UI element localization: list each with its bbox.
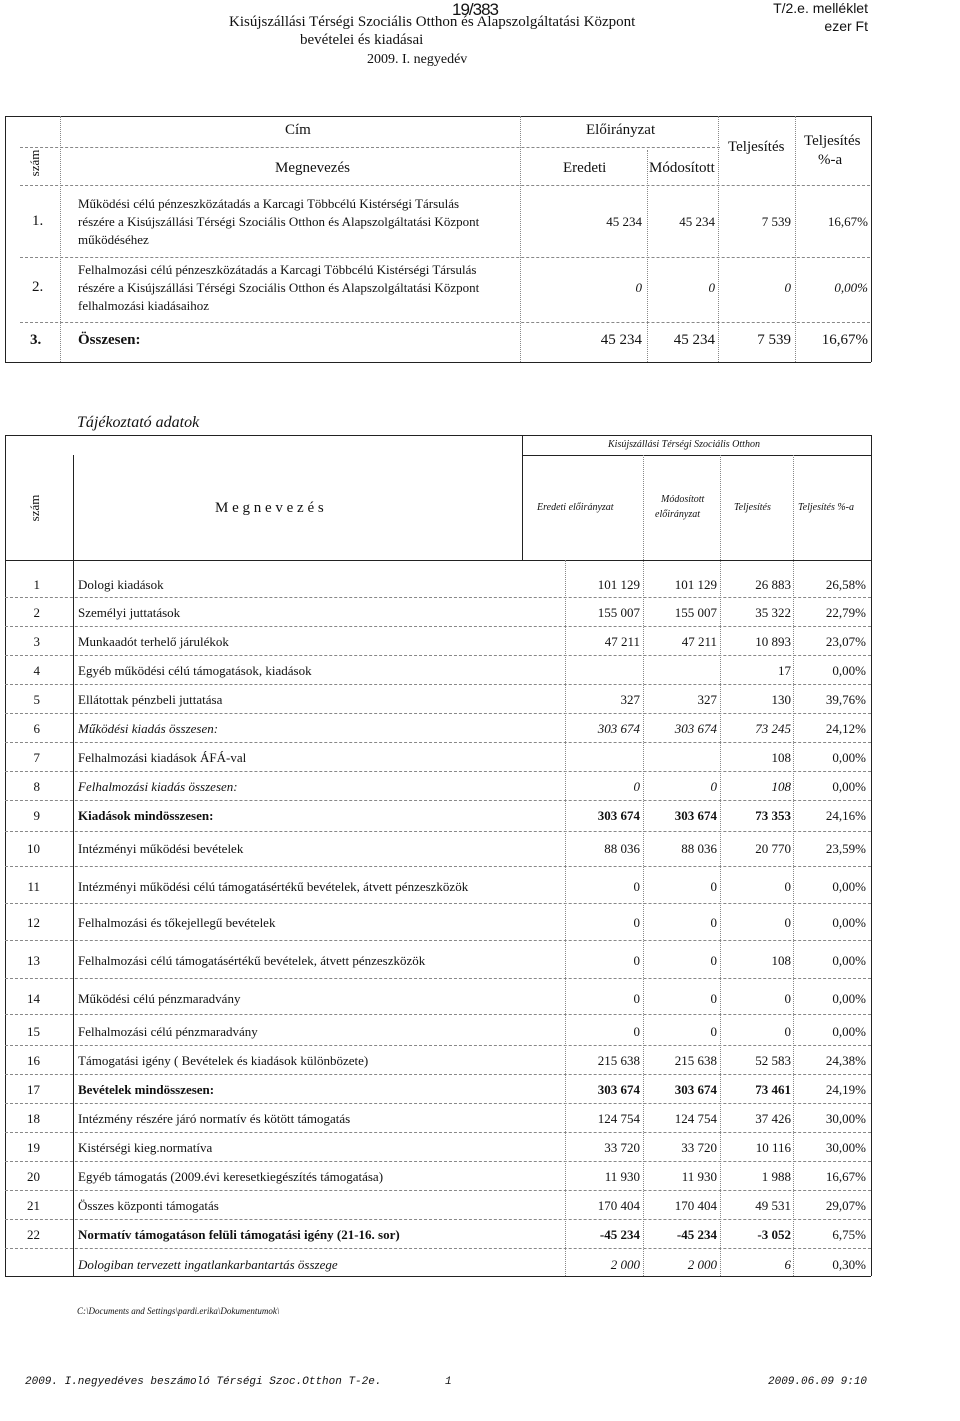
- row-number: 20: [27, 1169, 40, 1184]
- cell-modositott: 101 129: [674, 577, 717, 592]
- row-number: 3: [33, 634, 40, 649]
- col-header-modositott: Módosított: [661, 494, 705, 505]
- cell-modositott: 303 674: [674, 721, 717, 736]
- cell-eredeti: 303 674: [597, 808, 640, 823]
- cell-modositott: 47 211: [681, 634, 717, 649]
- table-border: [5, 116, 871, 117]
- cell-pct: 29,07%: [825, 1198, 866, 1213]
- cell-pct: 6,75%: [832, 1227, 866, 1242]
- cell-teljesites: 20 770: [755, 841, 791, 856]
- cell-pct: 0,00%: [832, 915, 866, 930]
- row-number: 13: [27, 953, 40, 968]
- cell-modositott: 124 754: [674, 1111, 717, 1126]
- row-divider: [5, 800, 871, 801]
- row-number: 15: [27, 1024, 40, 1039]
- cell-teljesites: 73 245: [755, 721, 791, 736]
- cell-modositott: 0: [710, 953, 717, 968]
- cell-eredeti: 0: [633, 915, 640, 930]
- table-divider: [5, 560, 871, 561]
- total-modositott: 45 234: [673, 332, 715, 348]
- cell-modositott: 45 234: [679, 214, 715, 229]
- row-number: 3.: [30, 332, 42, 348]
- cell-modositott: 0: [710, 879, 717, 894]
- cell-eredeti: 170 404: [597, 1198, 640, 1213]
- total-label: Összesen:: [78, 332, 141, 348]
- table-border: [5, 362, 871, 363]
- cell-pct: 16,67%: [827, 214, 868, 229]
- cell-pct: 0,00%: [832, 1024, 866, 1039]
- cell-pct: 39,76%: [825, 692, 866, 707]
- table-divider: [60, 116, 61, 362]
- footer-left: 2009. I.negyedéves beszámoló Térségi Szoc.Otthon T-2e.: [25, 1376, 382, 1388]
- document-title: Kisújszállási Térségi Szociális Otthon és Alapszolgáltatási Központ: [229, 14, 636, 30]
- cell-teljesites: 0: [784, 879, 791, 894]
- cell-teljesites: 108: [771, 779, 791, 794]
- row-divider: [5, 831, 871, 832]
- cell-eredeti: 215 638: [597, 1053, 640, 1068]
- cell-modositott: 0: [710, 779, 717, 794]
- row-divider: [5, 1190, 871, 1191]
- row-divider: [5, 626, 871, 627]
- group-label: Kisújszállási Térségi Szociális Otthon: [608, 439, 760, 450]
- row-name: Összes központi támogatás: [78, 1198, 219, 1213]
- col-header-megnevezes: Megnevezés: [275, 160, 350, 176]
- col-header-modositott: Módosított: [649, 160, 715, 176]
- row-divider: [5, 597, 871, 598]
- cell-eredeti: 45 234: [606, 214, 642, 229]
- table-divider: [522, 435, 523, 560]
- cell-eredeti: 2 000: [610, 1257, 640, 1272]
- cell-modositott: 88 036: [681, 841, 717, 856]
- cell-teljesites: 6: [784, 1257, 791, 1272]
- cell-modositott: 33 720: [681, 1140, 717, 1155]
- row-name: Egyéb támogatás (2009.évi keresetkiegészítés támogatása): [78, 1169, 384, 1184]
- row-name: Normatív támogatáson felüli támogatási igény (21-16. sor): [78, 1227, 400, 1242]
- cell-teljesites: -3 052: [757, 1227, 791, 1242]
- row-divider: [5, 684, 871, 685]
- cell-eredeti: 0: [635, 280, 642, 295]
- row-number: 19: [27, 1140, 40, 1155]
- cell-teljesites: 108: [771, 953, 791, 968]
- cell-pct: 0,00%: [832, 750, 866, 765]
- cell-eredeti: 303 674: [597, 1082, 640, 1097]
- row-divider: [5, 771, 871, 772]
- cell-pct: 26,58%: [825, 577, 866, 592]
- row-name: Támogatási igény ( Bevételek és kiadások különbözete): [78, 1053, 369, 1068]
- cell-modositott: 303 674: [674, 1082, 717, 1097]
- cell-modositott: 0: [708, 280, 715, 295]
- cell-eredeti: 101 129: [597, 577, 640, 592]
- table-divider: [522, 455, 871, 456]
- cell-pct: 24,38%: [825, 1053, 866, 1068]
- row-divider: [5, 940, 871, 941]
- row-number: 12: [27, 915, 40, 930]
- cell-teljesites: 0: [784, 280, 791, 295]
- section-heading: Tájékoztató adatok: [77, 414, 200, 431]
- cell-pct: 16,67%: [825, 1169, 866, 1184]
- cell-eredeti: 47 211: [604, 634, 640, 649]
- row-name: felhalmozási kiadásaihoz: [78, 298, 210, 313]
- cell-teljesites: 0: [784, 991, 791, 1006]
- cell-eredeti: 0: [633, 779, 640, 794]
- cell-pct: 23,07%: [825, 634, 866, 649]
- table-divider: [718, 116, 719, 362]
- table-border: [5, 435, 871, 436]
- cell-teljesites: 52 583: [755, 1053, 791, 1068]
- cell-pct: 0,00%: [832, 663, 866, 678]
- col-header-eloiranyzat: Előirányzat: [586, 122, 656, 138]
- col-header-teljesites: Teljesítés: [734, 502, 771, 513]
- file-path: C:\Documents and Settings\pardi.erika\Dokumentumok\: [77, 1306, 280, 1316]
- cell-eredeti: -45 234: [599, 1227, 640, 1242]
- cell-pct: 0,00%: [832, 879, 866, 894]
- row-number: 5: [33, 692, 40, 707]
- row-divider: [5, 1161, 871, 1162]
- row-divider: [5, 978, 871, 979]
- cell-teljesites: 73 461: [755, 1082, 791, 1097]
- col-header-cim: Cím: [285, 122, 311, 138]
- row-name: részére a Kisújszállási Térségi Szociális Otthon és Alapszolgáltatási Központ: [78, 214, 480, 229]
- row-name: Intézményi működési bevételek: [78, 841, 244, 856]
- cell-eredeti: 0: [633, 953, 640, 968]
- row-name: Felhalmozási célú pénzeszközátadás a Karcagi Többcélú Kistérségi Társulás: [78, 262, 477, 277]
- row-number: 9: [33, 808, 40, 823]
- row-number: 2: [33, 605, 40, 620]
- row-name: Ellátottak pénzbeli juttatása: [78, 692, 223, 707]
- row-divider: [5, 655, 871, 656]
- row-name: Kistérségi kieg.normatíva: [78, 1140, 213, 1155]
- row-name: Felhalmozási és tőkejellegű bevételek: [78, 915, 276, 930]
- cell-eredeti: 0: [633, 879, 640, 894]
- cell-teljesites: 108: [771, 750, 791, 765]
- col-header-eredeti: Eredeti: [563, 160, 607, 176]
- row-divider: [5, 1074, 871, 1075]
- cell-pct: 30,00%: [825, 1111, 866, 1126]
- table-border: [5, 116, 6, 362]
- cell-pct: 24,19%: [825, 1082, 866, 1097]
- row-divider: [5, 742, 871, 743]
- table-border: [871, 116, 872, 362]
- row-name: Felhalmozási célú pénzmaradvány: [78, 1024, 258, 1039]
- row-divider: [5, 1103, 871, 1104]
- cell-modositott: -45 234: [676, 1227, 717, 1242]
- col-header-eredeti: Eredeti előirányzat: [537, 502, 614, 513]
- col-header-szam: szám: [27, 494, 42, 522]
- row-name: Személyi juttatások: [78, 605, 181, 620]
- col-header-modositott-2: előirányzat: [655, 509, 700, 520]
- col-header-megnevezes: M e g n e v e z é s: [215, 500, 324, 516]
- cell-modositott: 0: [710, 1024, 717, 1039]
- table-divider: [20, 147, 720, 148]
- total-pct: 16,67%: [821, 332, 868, 348]
- row-number: 7: [33, 750, 40, 765]
- cell-teljesites: 37 426: [755, 1111, 791, 1126]
- row-name: Működési kiadás összesen:: [78, 721, 219, 736]
- cell-pct: 24,16%: [825, 808, 866, 823]
- table-divider: [20, 257, 870, 258]
- cell-teljesites: 0: [784, 1024, 791, 1039]
- cell-pct: 24,12%: [825, 721, 866, 736]
- row-name: Intézmény részére járó normatív és kötött támogatás: [78, 1111, 351, 1126]
- row-name: Kiadások mindösszesen:: [78, 808, 214, 823]
- cell-modositott: 170 404: [674, 1198, 717, 1213]
- row-number: 1.: [32, 213, 44, 229]
- row-number: 11: [27, 879, 40, 894]
- row-number: 18: [27, 1111, 40, 1126]
- cell-pct: 23,59%: [825, 841, 866, 856]
- cell-teljesites: 17: [778, 663, 791, 678]
- col-header-szam: szám: [27, 149, 42, 177]
- cell-pct: 0,30%: [832, 1257, 866, 1272]
- row-number: 14: [27, 991, 40, 1006]
- row-divider: [5, 866, 871, 867]
- cell-pct: 0,00%: [834, 280, 868, 295]
- table-border: [5, 1276, 871, 1277]
- cell-eredeti: 124 754: [597, 1111, 640, 1126]
- footer-page: 1: [445, 1376, 452, 1388]
- row-name: Bevételek mindösszesen:: [78, 1082, 215, 1097]
- cell-pct: 0,00%: [832, 953, 866, 968]
- cell-modositott: 155 007: [674, 605, 717, 620]
- cell-modositott: 215 638: [674, 1053, 717, 1068]
- cell-teljesites: 73 353: [755, 808, 791, 823]
- col-header-teljesites: Teljesítés: [728, 139, 785, 155]
- table-divider: [647, 150, 648, 362]
- cell-eredeti: 88 036: [604, 841, 640, 856]
- table-divider: [20, 322, 870, 323]
- row-number: 17: [27, 1082, 40, 1097]
- cell-teljesites: 49 531: [755, 1198, 791, 1213]
- cell-eredeti: 155 007: [597, 605, 640, 620]
- col-header-teljesites-pct: Teljesítés: [804, 133, 861, 149]
- cell-pct: 30,00%: [825, 1140, 866, 1155]
- row-number: 8: [33, 779, 40, 794]
- row-number: 22: [27, 1227, 40, 1242]
- row-divider: [5, 1014, 871, 1015]
- row-name: Dologiban tervezett ingatlankarbantartás összege: [78, 1257, 338, 1272]
- cell-pct: 0,00%: [832, 991, 866, 1006]
- footer-date: 2009.06.09 9:10: [768, 1376, 868, 1388]
- row-number: 2.: [32, 279, 44, 295]
- cell-teljesites: 10 893: [755, 634, 791, 649]
- cell-teljesites: 0: [784, 915, 791, 930]
- row-name: Egyéb működési célú támogatások, kiadások: [78, 663, 312, 678]
- cell-pct: 0,00%: [832, 779, 866, 794]
- total-eredeti: 45 234: [600, 332, 642, 348]
- row-name: működéséhez: [78, 232, 149, 247]
- row-number: 10: [27, 841, 40, 856]
- row-divider: [5, 1045, 871, 1046]
- cell-eredeti: 327: [620, 692, 640, 707]
- cell-teljesites: 130: [771, 692, 791, 707]
- cell-pct: 22,79%: [825, 605, 866, 620]
- cell-eredeti: 0: [633, 1024, 640, 1039]
- col-header-pct: Teljesítés %-a: [798, 502, 855, 513]
- cell-modositott: 2 000: [687, 1257, 717, 1272]
- page-number: 19/383: [452, 0, 498, 19]
- row-name: Munkaadót terhelő járulékok: [78, 634, 229, 649]
- table-divider: [565, 560, 566, 1276]
- row-divider: [5, 1132, 871, 1133]
- cell-teljesites: 26 883: [755, 577, 791, 592]
- total-teljesites: 7 539: [757, 332, 791, 348]
- cell-modositott: 0: [710, 915, 717, 930]
- row-number: 16: [27, 1053, 40, 1068]
- row-divider: [5, 903, 871, 904]
- cell-modositott: 303 674: [674, 808, 717, 823]
- table-divider: [795, 116, 796, 362]
- cell-teljesites: 1 988: [761, 1169, 791, 1184]
- document-subtitle: bevételei és kiadásai: [300, 32, 424, 48]
- row-name: Működési célú pénzmaradvány: [78, 991, 241, 1006]
- cell-eredeti: 0: [633, 991, 640, 1006]
- unit-label: ezer Ft: [824, 18, 868, 34]
- cell-teljesites: 10 116: [755, 1140, 791, 1155]
- cell-modositott: 327: [697, 692, 717, 707]
- cell-eredeti: 11 930: [604, 1169, 640, 1184]
- cell-teljesites: 7 539: [761, 214, 791, 229]
- cell-eredeti: 303 674: [597, 721, 640, 736]
- table-border: [5, 435, 6, 1276]
- row-name: részére a Kisújszállási Térségi Szociális Otthon és Alapszolgáltatási Központ: [78, 280, 480, 295]
- row-name: Felhalmozási kiadások ÁFÁ-val: [78, 750, 247, 765]
- cell-teljesites: 35 322: [755, 605, 791, 620]
- row-name: Felhalmozási kiadás összesen:: [78, 779, 238, 794]
- row-divider: [5, 713, 871, 714]
- table-divider: [20, 185, 870, 186]
- cell-modositott: 0: [710, 991, 717, 1006]
- row-divider: [5, 1248, 871, 1249]
- table-divider: [520, 116, 521, 362]
- row-number: 4: [33, 663, 40, 678]
- row-number: 1: [33, 577, 40, 592]
- row-name: Dologi kiadások: [78, 577, 164, 592]
- annex-label: T/2.e. melléklet: [773, 0, 868, 16]
- table-border: [871, 435, 872, 1276]
- document-period: 2009. I. negyedév: [367, 52, 468, 67]
- row-number: 6: [33, 721, 40, 736]
- cell-eredeti: 33 720: [604, 1140, 640, 1155]
- row-name: Működési célú pénzeszközátadás a Karcagi Többcélú Kistérségi Társulás: [78, 196, 460, 211]
- cell-modositott: 11 930: [681, 1169, 717, 1184]
- col-header-teljesites-pct-unit: %-a: [818, 152, 843, 168]
- row-divider: [5, 1219, 871, 1220]
- row-name: Felhalmozási célú támogatásértékű bevételek, átvett pénzeszközök: [78, 953, 426, 968]
- row-number: 21: [27, 1198, 40, 1213]
- row-name: Intézményi működési célú támogatásértékű bevételek, átvett pénzeszközök: [78, 879, 469, 894]
